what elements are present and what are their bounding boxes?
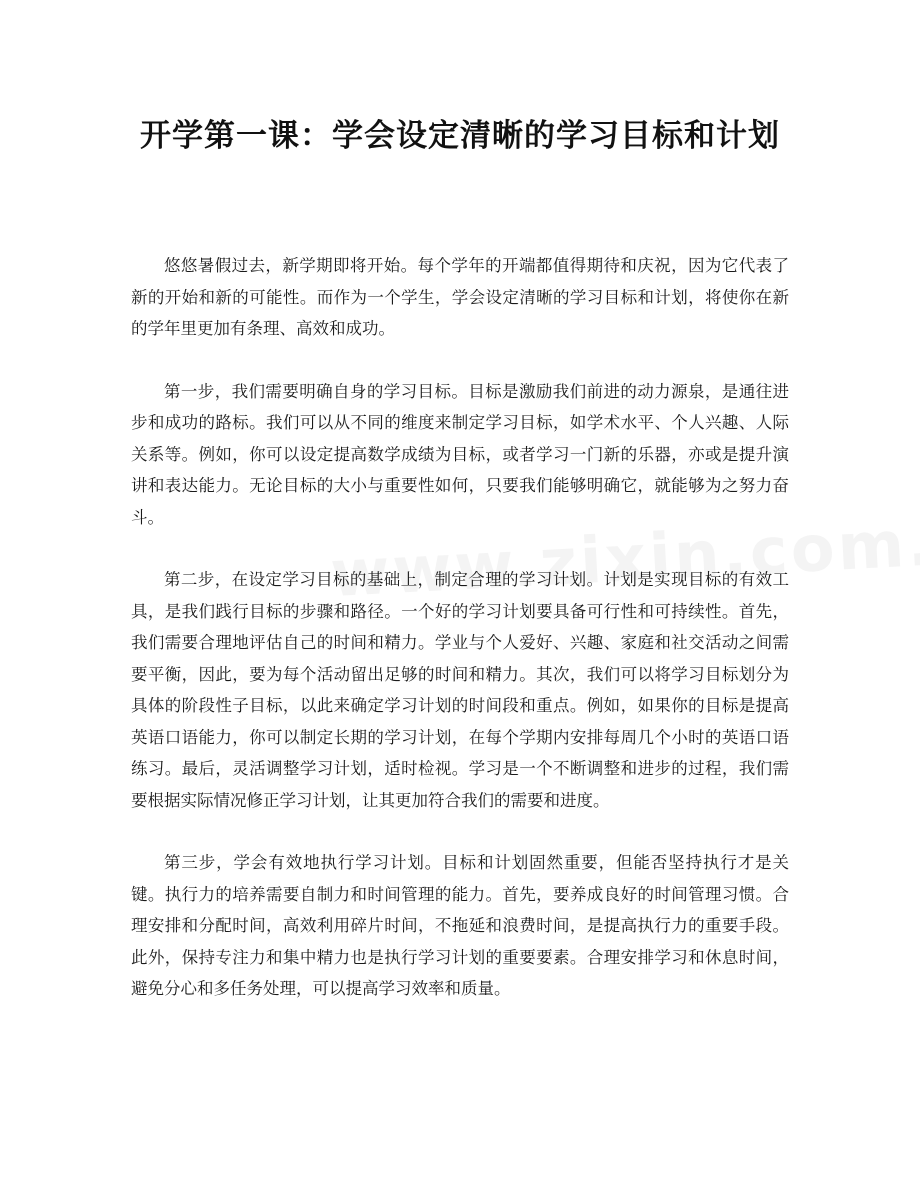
paragraph-step-one: 第一步，我们需要明确自身的学习目标。目标是激励我们前进的动力源泉，是通往进步和成功的路标。我们可以从不同的维度来制定学习目标，如学术水平、个人兴趣、人际关系等。例如，你可以设定提高数学成绩为目标，或者学习一门新的乐器，亦或是提升演讲和表达能力。无论目标的大小与重要性如何，只要我们能够明确它，就能够为之努力奋斗。 [131, 381, 789, 527]
document-title: 开学第一课：学会设定清晰的学习目标和计划 [140, 118, 780, 154]
paragraph-intro: 悠悠暑假过去，新学期即将开始。每个学年的开端都值得期待和庆祝，因为它代表了新的开始和新的可能性。而作为一个学生，学会设定清晰的学习目标和计划，将使你在新的学年里更加有条理、高效和成功。 [131, 256, 789, 338]
paragraph-step-three: 第三步，学会有效地执行学习计划。目标和计划固然重要，但能否坚持执行才是关键。执行力的培养需要自制力和时间管理的能力。首先，要养成良好的时间管理习惯。合理安排和分配时间，高效利用碎片时间，不拖延和浪费时间，是提高执行力的重要手段。此外，保持专注力和集中精力也是执行学习计划的重要要素。合理安排学习和休息时间，避免分心和多任务处理，可以提高学习效率和质量。 [131, 853, 789, 998]
document-body [131, 250, 789, 1036]
paragraph-step-two: 第二步，在设定学习目标的基础上，制定合理的学习计划。计划是实现目标的有效工具，是我们践行目标的步骤和路径。一个好的学习计划要具备可行性和可持续性。首先，我们需要合理地评估自己的时间和精力。学业与个人爱好、兴趣、家庭和社交活动之间需要平衡，因此，要为每个活动留出足够的时间和精力。其次，我们可以将学习目标划分为具体的阶段性子目标，以此来确定学习计划的时间段和重点。例如，如果你的目标是提高英语口语能力，你可以制定长期的学习计划，在每个学期内安排每周几个小时的英语口语练习。最后，灵活调整学习计划，适时检视。学习是一个不断调整和进步的过程，我们需要根据实际情况修正学习计划，让其更加符合我们的需要和进度。 [131, 570, 789, 810]
